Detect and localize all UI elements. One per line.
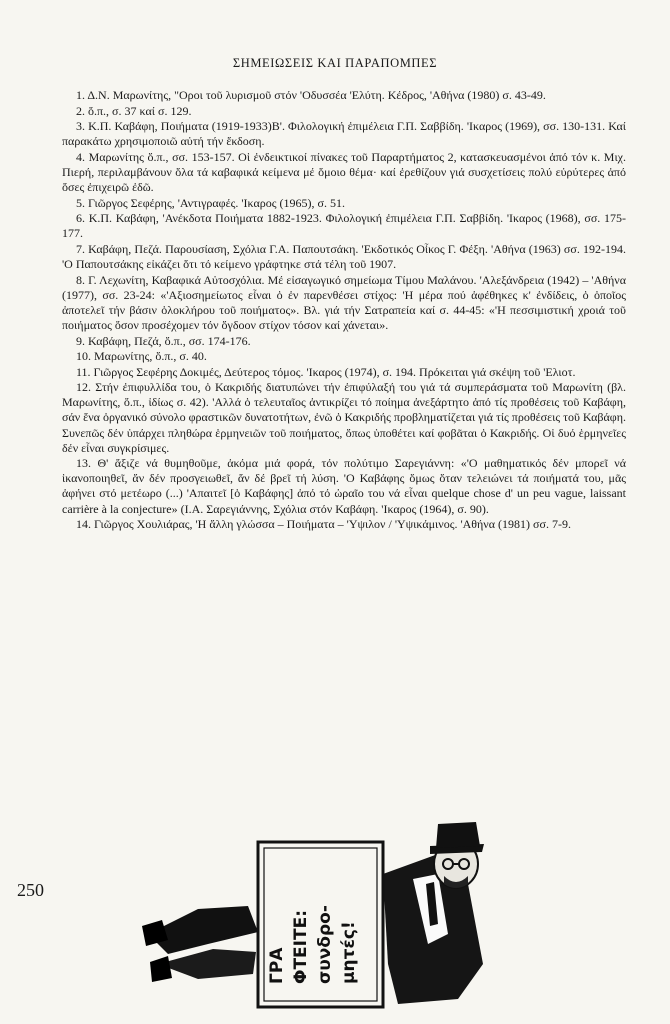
note-item: 7. Καβάφη, Πεζά. Παρουσίαση, Σχόλια Γ.Α. Παπουτσάκη. 'Εκδοτικός Οἶκος Γ. Φέξη. 'Αθήνα (1963) σσ. 192-194. 'Ο Παπουτσάκης εἰκάζει ὅτι τό κείμενο γράφτηκε στά τέλη τοῦ 1907. [62, 241, 626, 272]
page-number: 250 [17, 880, 44, 900]
note-item: 12. Στήν ἐπιφυλλίδα του, ὁ Κακριδής διατυπώνει τήν ἐπιφύλαξή του γιά τά συμπεράσματα τοῦ Μαρωνίτη (βλ. Μαρωνίτης, ὅ.π., ἰδίως σ. 42). 'Αλλά ὁ τελευταῖος ἀντικρίζει τό ποίημα ἀνεξάρτητο ἀπό τίς προθέσεις τοῦ Καβάφη, σάν ἕνα ὀργανικό σύνολο φραστικῶν δυνατοτήτων, ἐνῶ ὁ Κακριδής προβληματίζεται γιά τίς προθέσεις τοῦ Καβάφη. Συνεπῶς δέν ὑπάρχει πληθώρα ἑρμηνειῶν τοῦ ποιήματος, ὅπως ὑποθέτει καί φοβᾶται ὁ Κακριδής. Οἱ δυό ἑρμηνεῖες δέν εἶναι συγκρίσιμες. [62, 380, 626, 455]
note-item: 11. Γιῶργος Σεφέρης Δοκιμές, Δεύτερος τόμος. 'Ικαρος (1974), σ. 194. Πρόκειται γιά σκέψη τοῦ 'Ελιοτ. [76, 364, 576, 379]
placard [258, 842, 383, 1007]
page-heading: ΣΗΜΕΙΩΣΕΙΣ ΚΑΙ ΠΑΡΑΠΟΜΠΕΣ [232, 56, 438, 70]
note-item: 9. Καβάφη, Πεζά, ὅ.π., σσ. 174-176. [76, 333, 251, 348]
note-item: 10. Μαρωνίτης, ὅ.π., σ. 40. [76, 349, 207, 364]
note-item: 6. Κ.Π. Καβάφη, 'Ανέκδοτα Ποιήματα 1882-1923. Φιλολογική ἐπιμέλεια Γ.Π. Σαββίδη. 'Ικαρος (1968), σσ. 175-177. [62, 211, 626, 241]
note-item: 13. Θ' ἄξιζε νά θυμηθοῦμε, ἀκόμα μιά φορά, τόν πολύτιμο Σαρεγιάννη: «'Ο μαθηματικός δέν μπορεῖ νά ἱκανοποιηθεῖ, ἄν δέν προσγειωθεῖ, ἄν δέ βρεῖ τή λύση. 'Ο Καβάφης ὅμως ὅταν τελειώνει τά ποιήματά του, μᾶς ἀφήνει στό μετέωρο (...) 'Απαιτεῖ [ὁ Καβάφης] ἀπό τό ὡραῖο του νά εἶναι quelque chose d' un peu vague, laissant carrière à la conjecture» (Ι.Α. Σαρεγιάννης, Σχόλια στόν Καβάφη. 'Ικαρος (1964), σ. 90). [62, 456, 626, 516]
note-item: 2. ὅ.π., σ. 37 καί σ. 129. [76, 103, 192, 118]
note-item: 14. Γιῶργος Χουλιάρας, 'Η ἄλλη γλώσσα – Ποιήματα – 'Υψιλον / 'Υψικάμινος. 'Αθήνα (1981) σσ. 7-9. [76, 517, 571, 532]
placard-line-2: ΦΤΕΙΤΕ: [291, 910, 311, 984]
placard-line-4: μητές! [339, 921, 359, 984]
note-item: 3. Κ.Π. Καβάφη, Ποιήματα (1919-1933)Β'. Φιλολογική ἐπιμέλεια Γ.Π. Σαββίδη. 'Ικαρος (1969), σσ. 130-131. Καί παρακάτω χρησιμοποιῶ αὐτή τήν ἔκδοση. [62, 119, 626, 149]
placard-line-1: ΓΡΑ [267, 947, 287, 984]
notes-list [62, 88, 626, 532]
note-item: 8. Γ. Λεχωνίτη, Καβαφικά Αὐτοσχόλια. Μέ εἰσαγωγικό σημείωμα Τίμου Μαλάνου. 'Αλεξάνδρεια (1942) – 'Αθήνα (1977), σσ. 23-24: «'Αξιοσημείωτος εἶναι ὁ ἐν παρενθέσει στίχος: 'Η μέρα πού ἀφέθηκες κ' ἐνδίδεις, ὁ ὁποῖος ἀποτελεῖ τήν βάσιν ὁλοκλήρου τοῦ ποιήματος». Βλ. γιά τήν Σατραπεία καί σ. 44-45: «'Η πεσσιμιστική χροιά τοῦ ποιήματος ὅσον προσέχομεν τόν ὄγδοον στίχον τόσον καί χάνεται». [62, 272, 626, 332]
placard-line-3: συνδρο- [315, 905, 335, 984]
note-item: 1. Δ.Ν. Μαρωνίτης, "Ορoι τοῦ λυρισμοῦ στόν 'Οδυσσέα 'Ελύτη. Κέδρος, 'Αθήνα (1980) σ. 43-49. [76, 88, 546, 102]
note-item: 5. Γιῶργος Σεφέρης, 'Αντιγραφές. 'Ικαρος (1965), σ. 51. [76, 195, 345, 210]
note-item: 4. Μαρωνίτης ὅ.π., σσ. 153-157. Οἱ ἐνδεικτικοί πίνακες τοῦ Παραρτήματος 2, κατασκευασμένοι ἀπό τόν κ. Μιχ. Πιερή, περιλαμβάνουν ὅλα τά καβαφικά κείμενα μέ ὅμοιο θέμα· καί ἐρεθίζουν γιά συσχετίσεις πολύ εὐρύτερες ἀπό ὅσες ἐπιχειρῶ ἐδῶ. [62, 149, 626, 195]
sandwich-man-illustration [138, 814, 518, 1010]
